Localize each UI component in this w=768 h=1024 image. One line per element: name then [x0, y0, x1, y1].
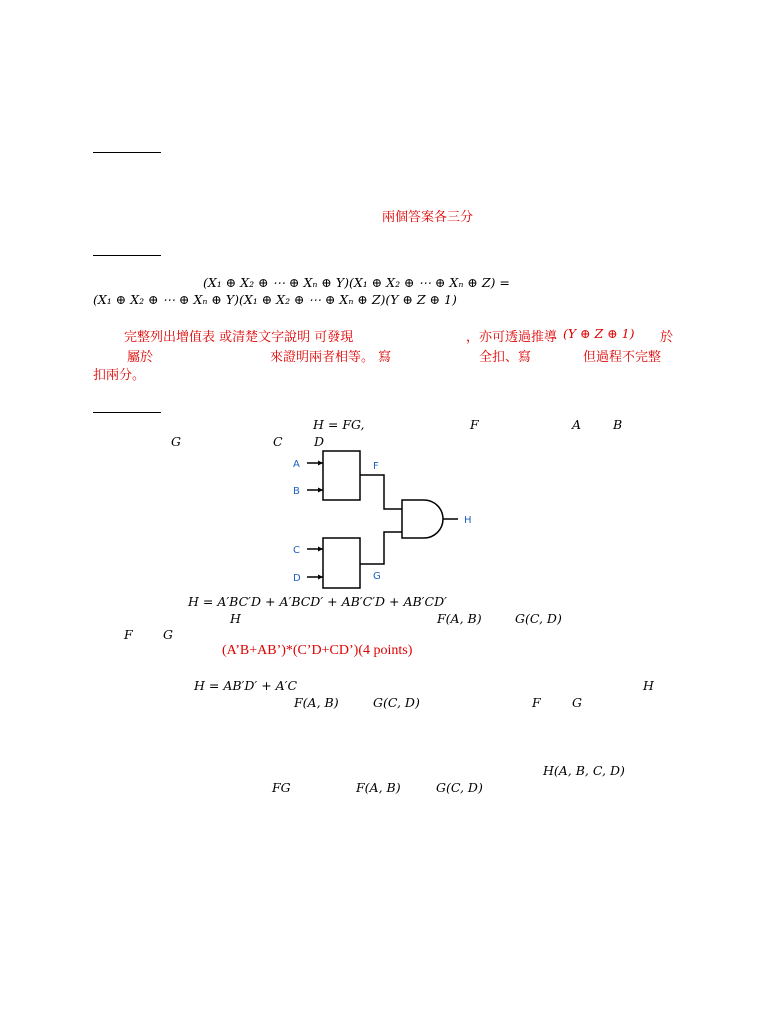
- diagram-input-d: D: [293, 573, 301, 584]
- q3b-g: G(C, D): [373, 695, 420, 710]
- q3b-g2: G: [572, 695, 582, 710]
- section-rule-3: [93, 412, 161, 413]
- q3a-f: F(A, B): [437, 611, 482, 626]
- q3b-h: H: [643, 678, 654, 693]
- diagram-input-c: C: [293, 545, 300, 556]
- q1-grading-note: 兩個答案各三分: [382, 210, 474, 225]
- section-rule-2: [93, 255, 161, 256]
- q3-b-label: B: [613, 417, 623, 432]
- q3-f-label: F: [470, 417, 479, 432]
- q3-h-equation: H = FG,: [313, 417, 365, 432]
- section-rule-1: [93, 152, 161, 153]
- q3-a-label: A: [572, 417, 582, 432]
- q3c-g: G(C, D): [436, 780, 483, 795]
- q3c-fg: FG: [272, 780, 291, 795]
- diagram-input-a: A: [293, 459, 300, 470]
- q3a-h: H: [230, 611, 241, 626]
- q3-g-label: G: [171, 434, 181, 449]
- q2-grading-text-h: 但過程不完整: [583, 350, 662, 365]
- diagram-input-b: B: [293, 486, 300, 497]
- q3a-g: G(C, D): [515, 611, 562, 626]
- q3b-f: F(A, B): [294, 695, 339, 710]
- diagram-output-h: H: [464, 515, 472, 526]
- q3b-f2: F: [532, 695, 541, 710]
- q2-grading-text-b: ，亦可透過推導: [466, 330, 558, 345]
- diagram-wire-f: F: [373, 461, 379, 472]
- q3-c-label: C: [273, 434, 283, 449]
- q3a-f2: F: [124, 627, 133, 642]
- q3b-equation: H = AB′D′ + A′C: [194, 678, 298, 693]
- q2-equation-line-1: (X₁ ⊕ X₂ ⊕ ⋯ ⊕ Xₙ ⊕ Y)(X₁ ⊕ X₂ ⊕ ⋯ ⊕ Xₙ ⊕ Z) =: [203, 275, 510, 290]
- q2-grading-text-g: 全扣、寫: [479, 350, 532, 365]
- g-block: [323, 538, 360, 588]
- q2-equation-line-2: (X₁ ⊕ X₂ ⊕ ⋯ ⊕ Xₙ ⊕ Y)(X₁ ⊕ X₂ ⊕ ⋯ ⊕ Xₙ ⊕ Z)(Y ⊕ Z ⊕ 1): [93, 292, 457, 307]
- and-gate: [402, 500, 443, 538]
- q2-grading-text-i: 扣兩分。: [93, 368, 146, 383]
- q3c-h: H(A, B, C, D): [543, 763, 625, 778]
- f-block: [323, 451, 360, 500]
- circuit-diagram: [280, 444, 490, 594]
- diagram-wire-g: G: [373, 571, 381, 582]
- q2-grading-text-f: 來證明兩者相等。 寫: [270, 350, 392, 365]
- q3-d-label: D: [314, 434, 325, 449]
- q2-grading-text-d: 於: [660, 330, 674, 345]
- q3a-answer: (A’B+AB’)*(C’D+CD’)(4 points): [222, 643, 413, 658]
- q3c-f: F(A, B): [356, 780, 401, 795]
- q2-grading-text-a: 完整列出增值表 或清楚文字說明 可發現: [124, 330, 354, 345]
- q3a-g2: G: [163, 627, 173, 642]
- q2-grading-formula: (Y ⊕ Z ⊕ 1): [563, 326, 635, 341]
- q2-grading-text-e: 屬於: [127, 350, 154, 365]
- q3a-equation: H = A′BC′D + A′BCD′ + AB′C′D + AB′CD′: [188, 594, 447, 609]
